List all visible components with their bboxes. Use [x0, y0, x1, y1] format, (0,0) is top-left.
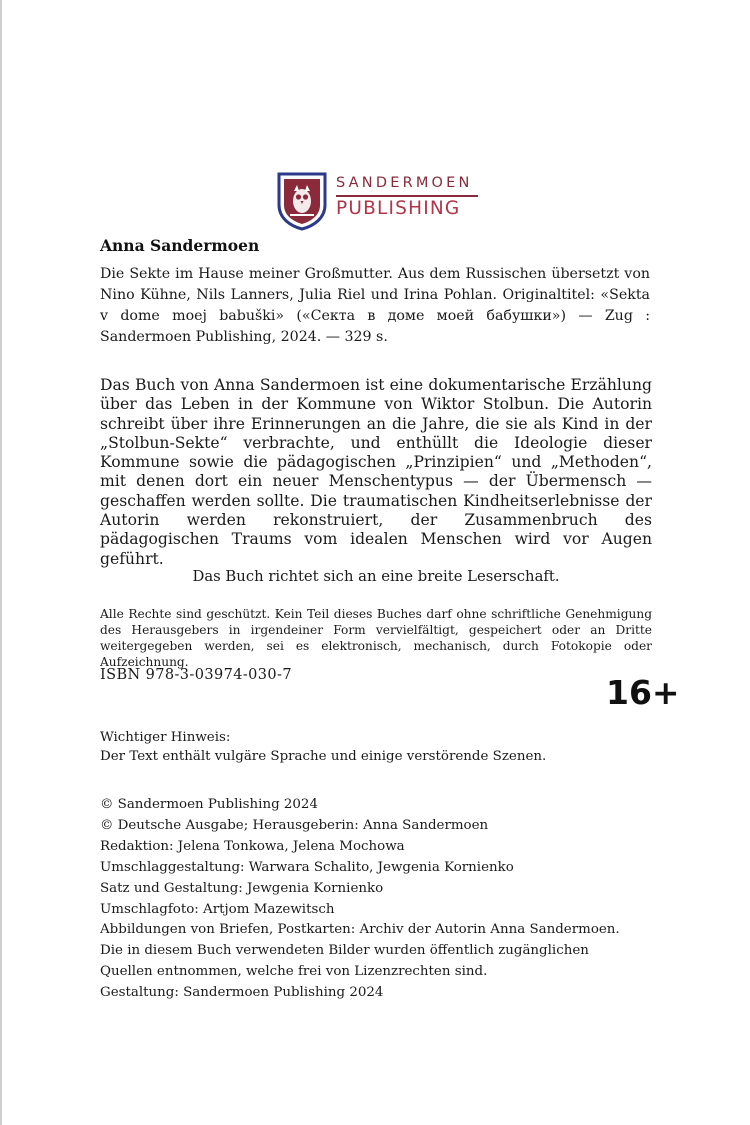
bibliographic-entry: Die Sekte im Hause meiner Großmutter. Aus dem Russischen übersetzt von Nino Kühne, Nils Lanners, Julia Riel und Irina Pohlan. Originaltitel: «Sekta v dome moej babuški» («Секта в доме моей бабушки») — Zug : Sandermoen Publishing, 2024. — 329 s.: [100, 266, 650, 345]
age-rating: 16+: [606, 673, 680, 712]
book-summary: Das Buch von Anna Sandermoen ist eine dokumentarische Erzählung über das Leben in der Kommune von Wiktor Stolbun. Die Autorin schreibt über ihre Erinnerungen an die Jahre, die sie als Kind in der „Stolbun-Sekte“ verbrachte, und enthüllt die Ideologie dieser Kommune sowie die pädagogischen „Prinzipien“ und „Methoden“, mit denen dort ein neuer Menschentypus — der Übermensch — geschaffen werden sollte. Die traumatischen Kindheitserlebnisse der Autorin werden rekonstruiert, der Zusammenbruch des pädagogischen Traums vom idealen Menschen wird vor Augen geführt.: [100, 376, 652, 568]
publisher-name-line1: SANDERMOEN: [336, 175, 473, 191]
publisher-name-line2: PUBLISHING: [336, 198, 461, 219]
credit-line: Umschlagfoto: Artjom Mazewitsch: [100, 901, 335, 917]
content-warning-title: Wichtiger Hinweis:: [100, 730, 231, 745]
credit-line: Redaktion: Jelena Tonkowa, Jelena Mochowa: [100, 838, 405, 854]
owl-shield-icon: [276, 171, 328, 231]
page-edge: [0, 0, 2, 1125]
credit-line: Umschlaggestaltung: Warwara Schalito, Jewgenia Kornienko: [100, 859, 514, 875]
credit-line: Satz und Gestaltung: Jewgenia Kornienko: [100, 880, 384, 896]
author-name: Anna Sandermoen: [100, 236, 260, 255]
credit-line: Quellen entnommen, welche frei von Lizenzrechten sind.: [100, 964, 488, 980]
credit-line: © Sandermoen Publishing 2024: [100, 797, 318, 812]
credit-line: Abbildungen von Briefen, Postkarten: Archiv der Autorin Anna Sandermoen.: [100, 922, 620, 938]
rights-notice: Alle Rechte sind geschützt. Kein Teil dieses Buches darf ohne schriftliche Genehmigung des Herausgebers in irgendeiner Form vervielfältigt, gespeichert oder an Dritte weitergegeben werden, sei es elektronisch, mechanisch, durch Fotokopie oder Aufzeichnung.: [100, 607, 652, 669]
publisher-logo: [276, 171, 486, 231]
credit-line: Gestaltung: Sandermoen Publishing 2024: [100, 985, 384, 1001]
credits: [100, 795, 660, 1004]
content-warning: [100, 728, 660, 766]
logo-divider: [336, 195, 478, 197]
audience-note: Das Buch richtet sich an eine breite Leserschaft.: [192, 568, 560, 585]
credit-line: © Deutsche Ausgabe; Herausgeberin: Anna Sandermoen: [100, 817, 489, 833]
credit-line: Die in diesem Buch verwendeten Bilder wurden öffentlich zugänglichen: [100, 943, 589, 959]
content-warning-text: Der Text enthält vulgäre Sprache und einige verstörende Szenen.: [100, 749, 547, 764]
isbn: ISBN 978-3-03974-030-7: [100, 667, 292, 683]
